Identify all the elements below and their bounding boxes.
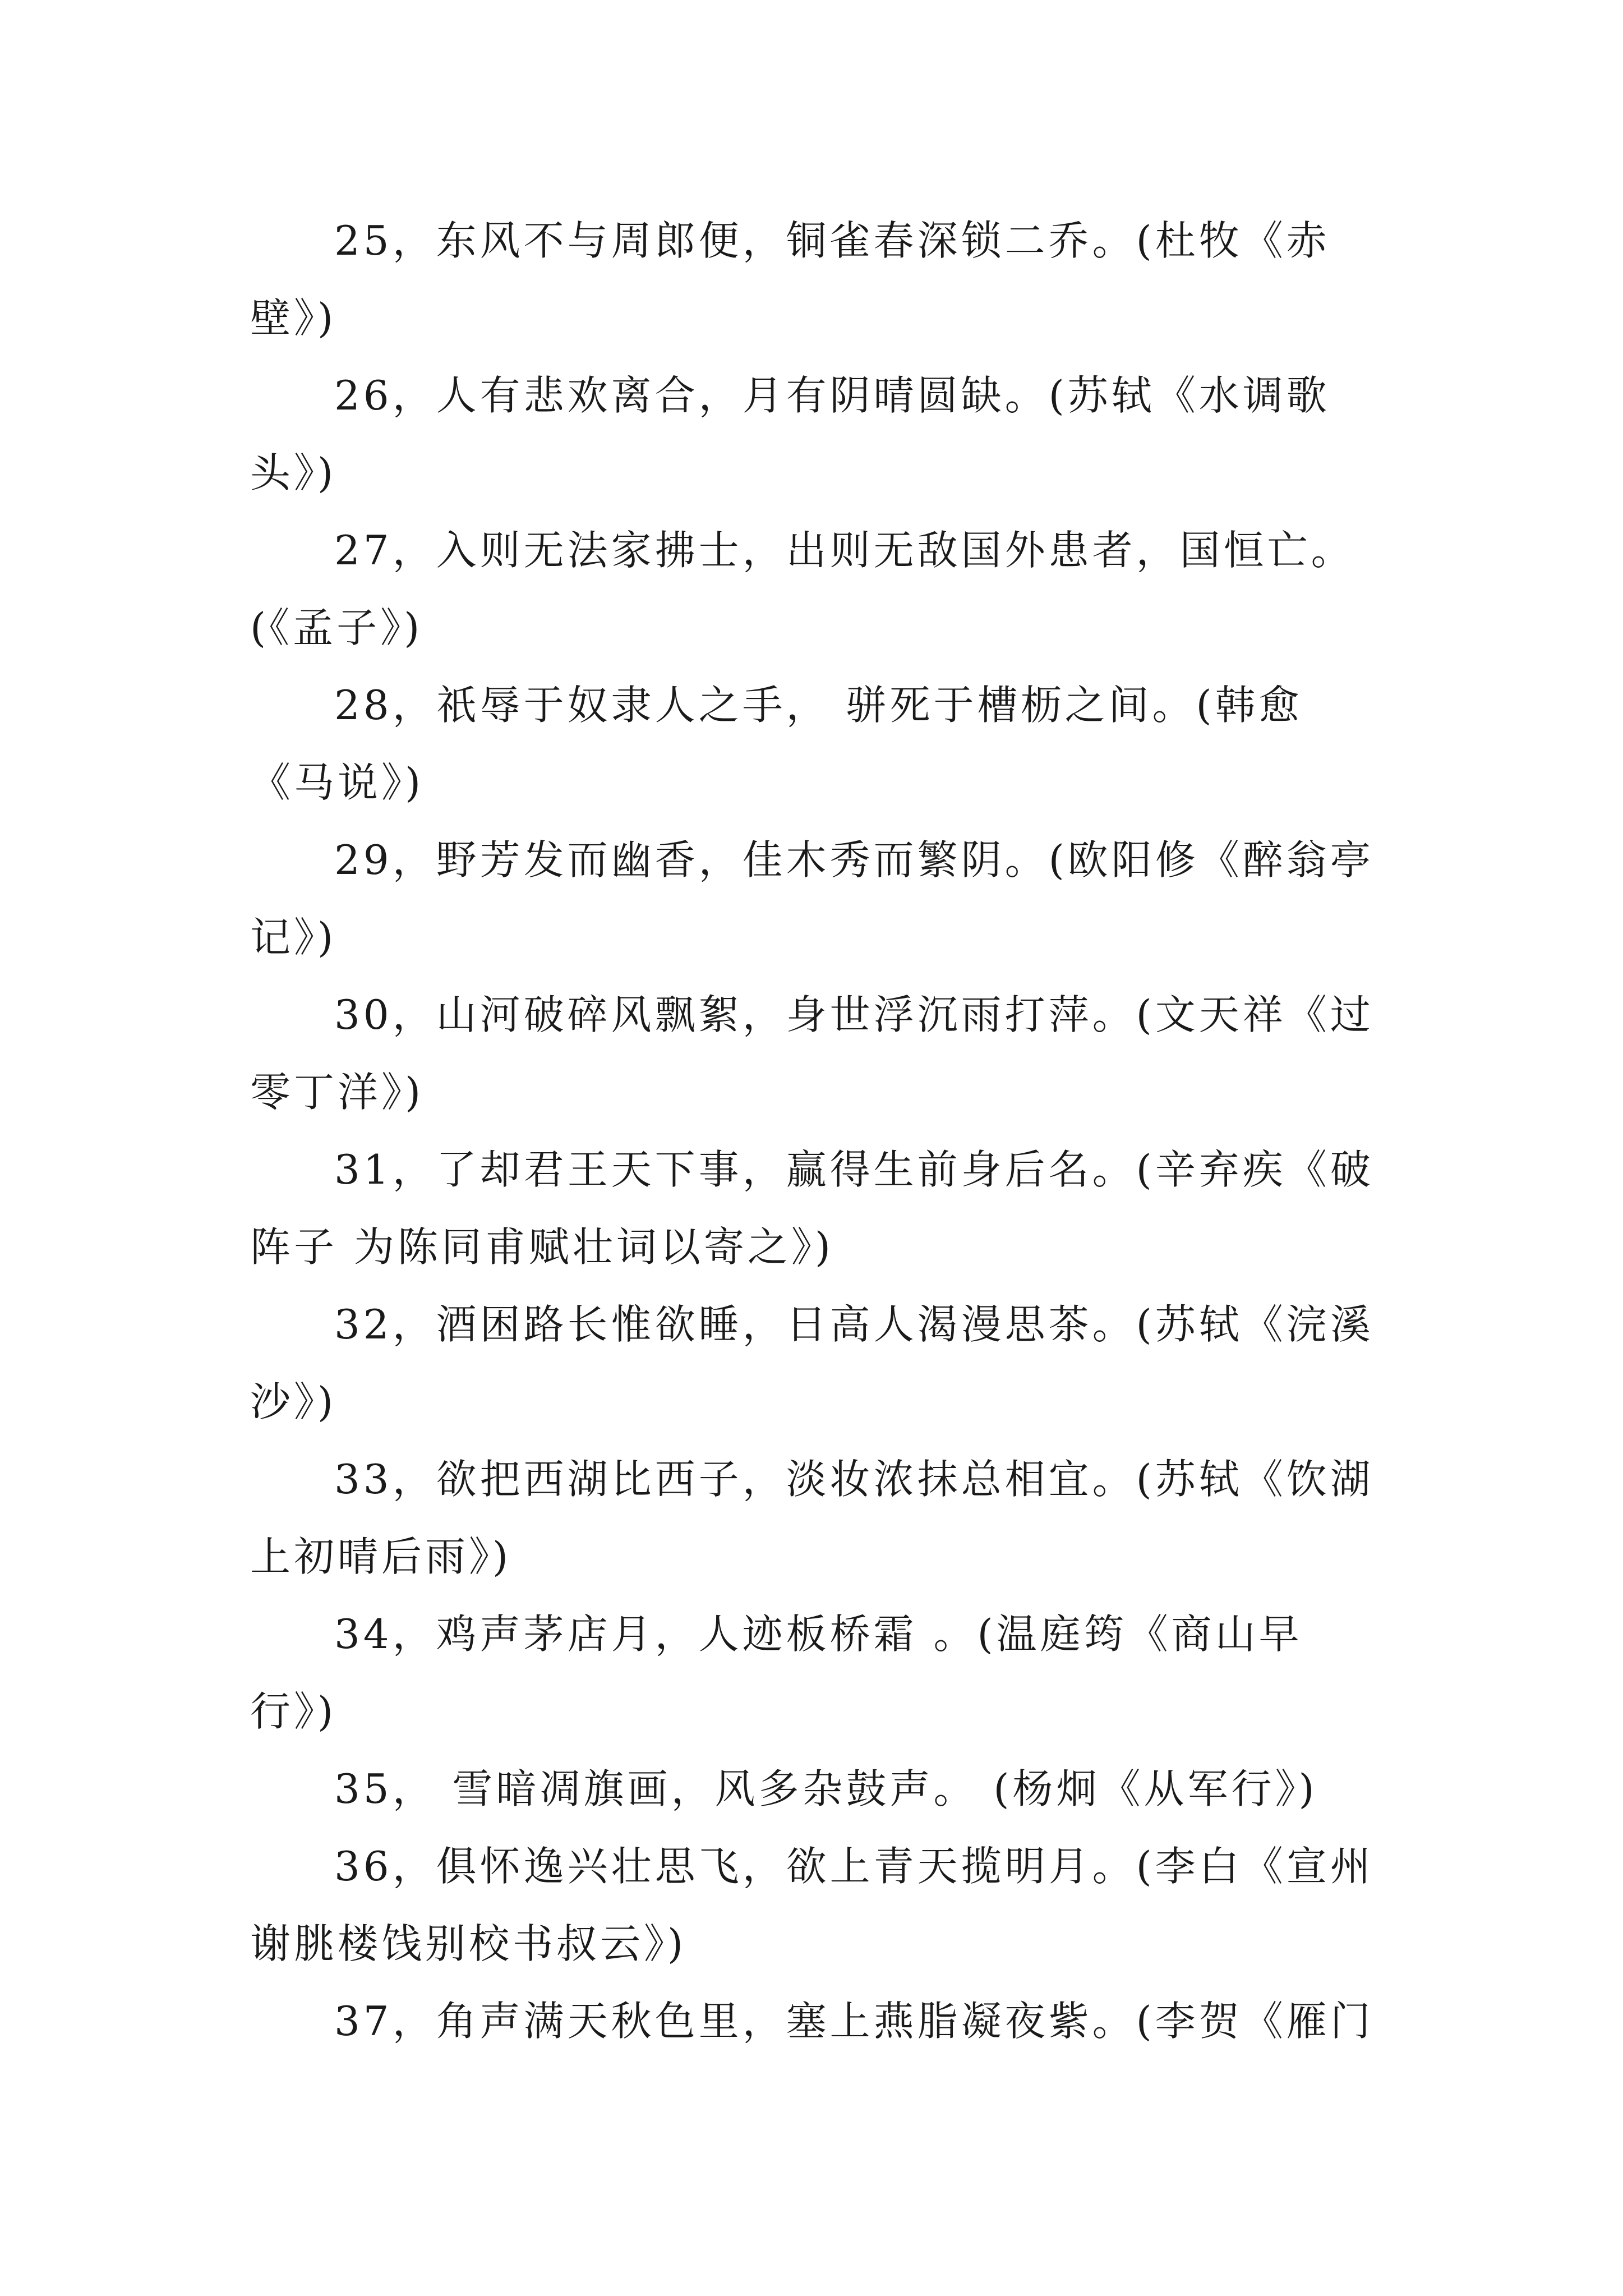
quote-entry-29: 29，野芳发而幽香，佳木秀而繁阴。(欧阳修《醉翁亭记》): [250, 836, 1374, 961]
quote-entry-32: 32，酒困路长惟欲睡，日高人渴漫思茶。(苏轼《浣溪沙》): [250, 1301, 1374, 1425]
quote-entry-35: 35， 雪暗凋旗画，风多杂鼓声。 (杨炯《从军行》): [334, 1765, 1318, 1812]
quote-entry-34: 34，鸡声茅店月，人迹板桥霜 。(温庭筠《商山早行》): [250, 1611, 1303, 1735]
quote-entry-28: 28，祇辱于奴隶人之手， 骈死于槽枥之间。(韩愈《马说》): [250, 682, 1303, 806]
quote-entry-37: 37，角声满天秋色里，塞上燕脂凝夜紫。(李贺《雁门: [334, 1998, 1374, 2045]
quote-entry-26: 26，人有悲欢离合，月有阴晴圆缺。(苏轼《水调歌头》): [250, 372, 1330, 496]
quote-entry-30: 30，山河破碎风飘絮，身世浮沉雨打萍。(文天祥《过零丁洋》): [250, 991, 1374, 1116]
quote-entry-25: 25，东风不与周郎便，铜雀春深锁二乔。(杜牧《赤壁》): [250, 217, 1330, 342]
document-body: [250, 202, 1377, 2060]
quote-entry-27: 27，入则无法家拂士，出则无敌国外患者，国恒亡。(《孟子》): [250, 527, 1355, 651]
quote-entry-31: 31，了却君王天下事，赢得生前身后名。(辛弃疾《破阵子 为陈同甫赋壮词以寄之》): [250, 1146, 1374, 1271]
quote-entry-36: 36，俱怀逸兴壮思飞，欲上青天揽明月。(李白《宣州谢朓楼饯别校书叔云》): [250, 1843, 1374, 1967]
quote-entry-33: 33，欲把西湖比西子，淡妆浓抹总相宜。(苏轼《饮湖上初晴后雨》): [250, 1456, 1374, 1580]
